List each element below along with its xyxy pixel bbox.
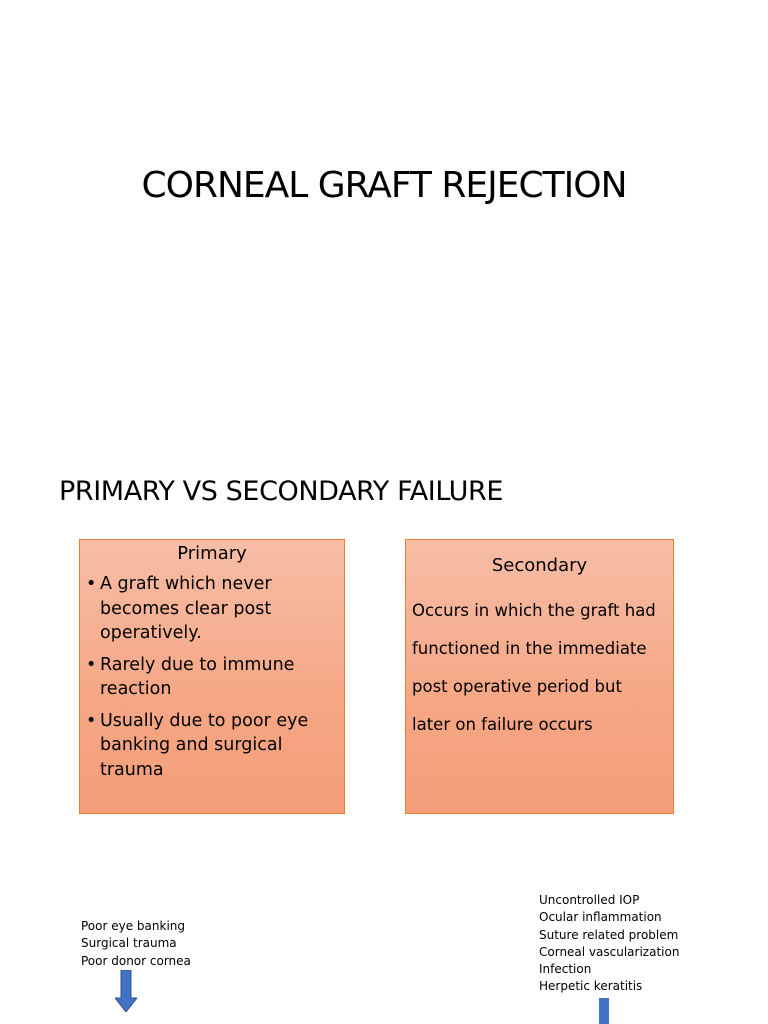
description-line: functioned in the immediate	[412, 639, 647, 658]
cause-item: Uncontrolled IOP	[539, 893, 640, 907]
bullet-text: Rarely due to immune reaction	[100, 654, 295, 699]
comparison-slide	[0, 432, 768, 1024]
bullet-text: Usually due to poor eye banking and surgical trauma	[100, 710, 309, 780]
secondary-failure-box	[405, 539, 674, 814]
secondary-causes-list	[539, 892, 679, 996]
bullet-icon: •	[86, 654, 97, 675]
section-title: PRIMARY VS SECONDARY FAILURE	[59, 476, 504, 507]
bullet-icon: •	[86, 710, 97, 731]
cause-item: Surgical trauma	[81, 936, 177, 951]
bullet-text: A graft which never becomes clear post operatively.	[100, 574, 272, 643]
down-arrow-icon	[115, 970, 137, 1012]
title-slide	[0, 0, 768, 432]
primary-failure-box	[79, 539, 345, 814]
down-arrow-icon	[597, 998, 611, 1024]
bullet-item	[86, 709, 336, 783]
cause-item: Poor eye banking	[81, 919, 186, 933]
cause-item: Herpetic keratitis	[539, 979, 643, 994]
bullet-item	[86, 572, 336, 646]
cause-item: Suture related problem	[539, 927, 679, 942]
cause-item: Infection	[539, 962, 592, 977]
primary-bullet-list	[80, 572, 344, 782]
primary-heading: Primary	[177, 543, 247, 564]
cause-item: Ocular inflammation	[539, 910, 662, 925]
secondary-heading: Secondary	[491, 555, 588, 576]
description-line: later on failure occurs	[412, 715, 593, 734]
secondary-description	[412, 592, 667, 744]
slide-title: CORNEAL GRAFT REJECTION	[141, 165, 627, 206]
description-line: post operative period but	[412, 677, 622, 696]
bullet-item	[86, 653, 336, 702]
bullet-icon: •	[86, 574, 97, 594]
cause-item: Corneal vascularization	[539, 944, 680, 959]
primary-causes-list	[81, 918, 191, 970]
cause-item: Poor donor cornea	[81, 953, 191, 968]
description-line: Occurs in which the graft had	[412, 601, 656, 620]
